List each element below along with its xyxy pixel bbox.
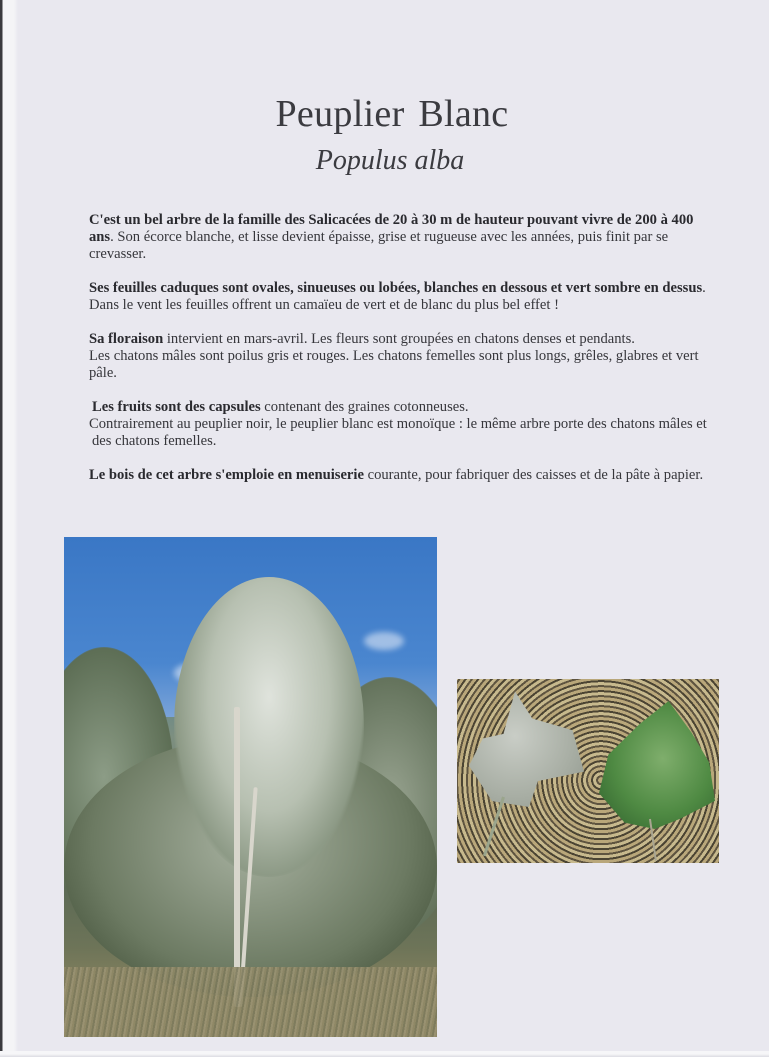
leaves-photo <box>457 679 719 863</box>
paragraph-flowering-line2: Les chatons mâles sont poilus gris et rouges. Les chatons femelles sont plus longs, grêles, glabres et vert pâle. <box>89 348 699 381</box>
paragraph-wood <box>89 467 709 484</box>
scan-edge-bottom <box>0 1051 769 1057</box>
paragraph-wood-text: courante, pour fabriquer des caisses et de la pâte à papier. <box>363 467 704 483</box>
page-title: Peuplier Blanc <box>275 93 509 135</box>
paragraph-flowering <box>89 331 709 382</box>
paragraph-description-bold: C'est un bel arbre de la famille des Salicacées de 20 à 30 m de hauteur pouvant vivre de 200 à 400 ans <box>89 212 694 245</box>
tree-photo-grass <box>64 967 437 1037</box>
paragraph-fruits-line2: Contrairement au peuplier noir, le peuplier blanc est monoïque : le même arbre porte des chatons mâles et des chatons femelles. <box>89 416 707 449</box>
tree-crown <box>174 577 364 877</box>
paragraph-leaves-line2: Dans le vent les feuilles offrent un camaïeu de vert et de blanc du plus bel effet ! <box>89 297 559 313</box>
paragraph-flowering-bold: Sa floraison <box>89 331 164 347</box>
paragraph-leaves <box>89 280 709 314</box>
paragraph-description-text: . Son écorce blanche, et lisse devient épaisse, grise et rugueuse avec les années, puis finit par se crevasser. <box>89 229 669 262</box>
paragraph-flowering-text: intervient en mars-avril. Les fleurs sont groupées en chatons denses et pendants. <box>163 331 635 347</box>
paragraph-leaves-text: . <box>702 280 706 296</box>
paragraph-fruits-bold: Les fruits sont des capsules <box>92 399 261 415</box>
tree-trunk <box>234 707 240 1007</box>
paragraph-fruits <box>89 399 709 450</box>
document-body <box>89 212 709 501</box>
paragraph-wood-bold: Le bois de cet arbre s'emploie en menuiserie <box>89 467 364 483</box>
paragraph-leaves-bold: Ses feuilles caduques sont ovales, sinueuses ou lobées, blanches en dessous et vert sombre en dessus <box>89 280 703 296</box>
paragraph-description <box>89 212 709 263</box>
paragraph-fruits-text: contenant des graines cotonneuses. <box>260 399 469 415</box>
tree-photo <box>64 537 437 1037</box>
page-subtitle-latin-name: Populus alba <box>315 145 465 176</box>
cloud <box>364 632 404 650</box>
white-leaf-stem <box>483 797 505 857</box>
white-leaf-underside <box>469 689 584 807</box>
green-leaf-upper-side <box>599 701 715 829</box>
